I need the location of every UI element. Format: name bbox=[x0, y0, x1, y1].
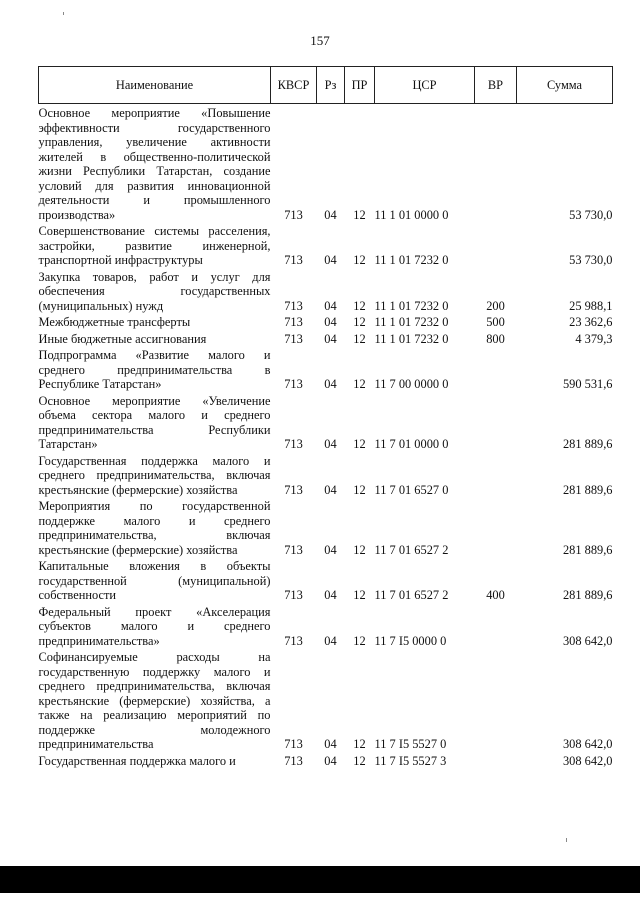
table-row bbox=[39, 346, 613, 392]
cell-csr: 11 7 01 6527 0 bbox=[374, 482, 449, 497]
cell-vr bbox=[475, 603, 517, 649]
cell-kvsr: 713 bbox=[284, 437, 303, 451]
cell-csr: 11 7 I5 5527 3 bbox=[374, 753, 447, 768]
cell-sum: 25 988,1 bbox=[569, 298, 613, 313]
cell-kvsr: 713 bbox=[284, 253, 303, 267]
cell-vr bbox=[475, 346, 517, 392]
scan-mark bbox=[566, 838, 567, 842]
cell-rz: 04 bbox=[324, 437, 337, 451]
table-row bbox=[39, 603, 613, 649]
cell-csr: 11 7 01 6527 2 bbox=[374, 588, 449, 602]
cell-pr: 12 bbox=[353, 298, 366, 313]
cell-sum: 23 362,6 bbox=[569, 315, 613, 329]
cell-vr: 200 bbox=[486, 298, 505, 313]
table-body bbox=[39, 104, 613, 769]
cell-sum: 4 379,3 bbox=[575, 331, 613, 346]
cell-rz: 04 bbox=[324, 588, 337, 602]
cell-vr bbox=[475, 452, 517, 498]
cell-pr: 12 bbox=[353, 437, 366, 451]
table-row bbox=[39, 313, 613, 330]
cell-sum: 53 730,0 bbox=[569, 253, 613, 267]
cell-name: Мероприятия по государственной поддержке малого и среднего предпринимательства, включая крестьянские (фермерские) хозяйства bbox=[38, 499, 271, 557]
cell-vr bbox=[475, 222, 517, 268]
column-header-rz: Рз bbox=[317, 67, 345, 104]
cell-name: Государственная поддержка малого и среднего предпринимательства, включая крестьянские (фермерские) хозяйства bbox=[38, 453, 271, 497]
cell-vr bbox=[475, 648, 517, 752]
cell-name: Федеральный проект «Акселерация субъектов малого и среднего предпринимательства» bbox=[38, 604, 271, 648]
cell-sum: 281 889,6 bbox=[562, 542, 613, 557]
cell-pr: 12 bbox=[353, 253, 366, 267]
cell-kvsr: 713 bbox=[284, 298, 303, 313]
cell-name: Межбюджетные трансферты bbox=[38, 315, 191, 329]
cell-csr: 11 1 01 7232 0 bbox=[374, 315, 449, 329]
column-header-vr: ВР bbox=[475, 67, 517, 104]
cell-pr: 12 bbox=[353, 315, 366, 329]
column-header-kvsr: КВСР bbox=[271, 67, 317, 104]
cell-rz: 04 bbox=[324, 377, 337, 391]
cell-pr: 12 bbox=[353, 737, 366, 751]
cell-rz: 04 bbox=[324, 253, 337, 267]
table-row bbox=[39, 557, 613, 603]
cell-csr: 11 7 I5 5527 0 bbox=[374, 737, 447, 751]
cell-kvsr: 713 bbox=[284, 331, 303, 346]
table-row bbox=[39, 222, 613, 268]
cell-csr: 11 1 01 0000 0 bbox=[374, 207, 449, 222]
cell-kvsr: 713 bbox=[284, 737, 303, 751]
cell-sum: 308 642,0 bbox=[562, 737, 613, 751]
cell-csr: 11 7 01 0000 0 bbox=[374, 437, 449, 451]
column-header-pr: ПР bbox=[345, 67, 375, 104]
cell-kvsr: 713 bbox=[284, 588, 303, 602]
cell-kvsr: 713 bbox=[284, 753, 303, 768]
column-header-sum: Сумма bbox=[517, 67, 613, 104]
cell-csr: 11 1 01 7232 0 bbox=[374, 331, 449, 346]
cell-rz: 04 bbox=[324, 542, 337, 557]
cell-kvsr: 713 bbox=[284, 315, 303, 329]
cell-sum: 590 531,6 bbox=[562, 377, 613, 391]
cell-rz: 04 bbox=[324, 633, 337, 648]
column-header-csr: ЦСР bbox=[375, 67, 475, 104]
cell-csr: 11 7 00 0000 0 bbox=[374, 377, 449, 391]
cell-pr: 12 bbox=[353, 753, 366, 768]
table-row bbox=[39, 648, 613, 752]
cell-vr bbox=[475, 392, 517, 452]
cell-rz: 04 bbox=[324, 753, 337, 768]
cell-sum: 281 889,6 bbox=[562, 482, 613, 497]
cell-pr: 12 bbox=[353, 633, 366, 648]
table-row bbox=[39, 452, 613, 498]
table-header-row bbox=[39, 67, 613, 104]
cell-vr bbox=[475, 104, 517, 223]
cell-sum: 53 730,0 bbox=[569, 207, 613, 222]
cell-name: Основное мероприятие «Повышение эффективности государственного управления, увеличение активности жителей в общественно-политической жизни Республики Татарстан, создание условий для развития инновационной деятельности и промышленного производства» bbox=[38, 106, 271, 222]
column-header-name: Наименование bbox=[39, 67, 271, 104]
cell-rz: 04 bbox=[324, 331, 337, 346]
cell-vr: 500 bbox=[486, 315, 505, 329]
cell-name: Софинансируемые расходы на государственную поддержку малого и среднего предпринимательства, включая крестьянские (фермерские) хозяйства, а также на реализацию мероприятий по поддержке молодежного предпринимательства bbox=[38, 650, 271, 751]
cell-kvsr: 713 bbox=[284, 377, 303, 391]
table-row bbox=[39, 268, 613, 314]
scan-mark bbox=[63, 12, 64, 15]
table-row bbox=[39, 752, 613, 769]
cell-csr: 11 7 I5 0000 0 bbox=[374, 633, 447, 648]
table-row bbox=[39, 392, 613, 452]
table-row bbox=[39, 104, 613, 223]
cell-name: Основное мероприятие «Увеличение объема сектора малого и среднего предпринимательства Республики Татарстан» bbox=[38, 393, 271, 451]
cell-kvsr: 713 bbox=[284, 207, 303, 222]
cell-rz: 04 bbox=[324, 737, 337, 751]
cell-pr: 12 bbox=[353, 588, 366, 602]
scan-bottom-edge bbox=[0, 866, 640, 893]
table-row bbox=[39, 497, 613, 557]
cell-name: Совершенствование системы расселения, застройки, развитие инженерной, транспортной инфраструктуры bbox=[38, 224, 271, 267]
table-row bbox=[39, 330, 613, 347]
cell-sum: 308 642,0 bbox=[562, 753, 613, 768]
cell-sum: 308 642,0 bbox=[562, 633, 613, 648]
cell-pr: 12 bbox=[353, 482, 366, 497]
cell-csr: 11 1 01 7232 0 bbox=[374, 298, 449, 313]
cell-rz: 04 bbox=[324, 207, 337, 222]
cell-kvsr: 713 bbox=[284, 482, 303, 497]
cell-pr: 12 bbox=[353, 542, 366, 557]
cell-pr: 12 bbox=[353, 207, 366, 222]
cell-rz: 04 bbox=[324, 298, 337, 313]
cell-vr: 800 bbox=[486, 331, 505, 346]
cell-rz: 04 bbox=[324, 482, 337, 497]
cell-kvsr: 713 bbox=[284, 542, 303, 557]
cell-kvsr: 713 bbox=[284, 633, 303, 648]
cell-name: Капитальные вложения в объекты государственной (муниципальной) собственности bbox=[38, 559, 271, 602]
cell-vr bbox=[475, 497, 517, 557]
cell-pr: 12 bbox=[353, 331, 366, 346]
budget-table bbox=[38, 66, 613, 768]
cell-sum: 281 889,6 bbox=[562, 588, 613, 602]
cell-csr: 11 1 01 7232 0 bbox=[374, 253, 449, 267]
cell-name: Закупка товаров, работ и услуг для обеспечения государственных (муниципальных) нужд bbox=[38, 269, 271, 313]
cell-csr: 11 7 01 6527 2 bbox=[374, 542, 449, 557]
cell-sum: 281 889,6 bbox=[562, 437, 613, 451]
cell-name: Подпрограмма «Развитие малого и среднего предпринимательства в Республике Татарстан» bbox=[38, 348, 271, 391]
cell-rz: 04 bbox=[324, 315, 337, 329]
cell-name: Государственная поддержка малого и bbox=[38, 753, 236, 768]
cell-name: Иные бюджетные ассигнования bbox=[38, 331, 207, 346]
cell-vr: 400 bbox=[486, 588, 505, 602]
cell-vr bbox=[475, 752, 517, 769]
page-number: 157 bbox=[310, 33, 330, 48]
cell-pr: 12 bbox=[353, 377, 366, 391]
